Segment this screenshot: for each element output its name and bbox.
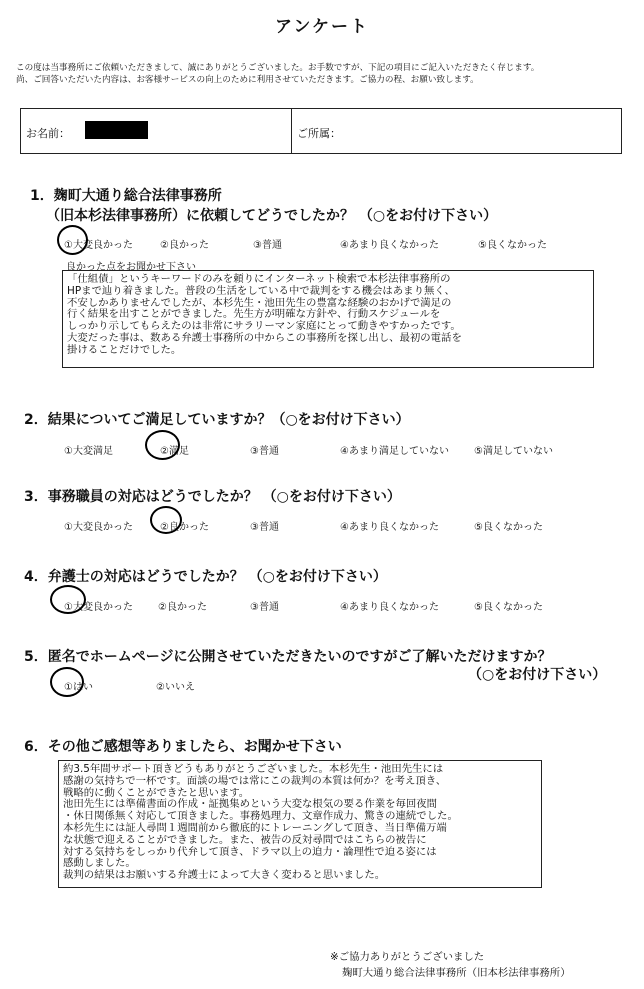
q4-option-3[interactable]: ③普通	[250, 602, 279, 613]
q1-option-1[interactable]: ①大変良かった	[64, 240, 133, 251]
q2-option-2[interactable]: ②満足	[160, 446, 189, 457]
q3-option-3[interactable]: ③普通	[250, 522, 279, 533]
q2-option-4[interactable]: ④あまり満足していない	[340, 446, 449, 457]
intro-line-2: 尚、ご回答いただいた内容は、お客様サービスの向上のために利用させていただきます。ご協力の程、お願い致します。	[16, 75, 479, 85]
redacted-name	[85, 121, 148, 139]
q1-selection-circle	[57, 225, 88, 255]
page-title: アンケート	[275, 17, 369, 37]
q2-title: 2．結果についてご満足していますか？（○をお付け下さい）	[24, 412, 410, 428]
q6-comment-line: ・休日関係無く対応して頂きました。事務処理力、文章作成力、驚きの連続でした。	[63, 810, 458, 823]
q1-comment-line: しっかり示してもらえたのは非常にサラリーマン家庭にとって動きやすかったです。	[67, 320, 461, 333]
q6-comment-line: 戦略的に動くことができたと思います。	[63, 786, 250, 799]
name-label: お名前：	[26, 127, 70, 140]
q4-option-2[interactable]: ②良かった	[158, 602, 207, 613]
intro-line-1: この度は当事務所にご依頼いただきまして、誠にありがとうございました。お手数ですが、下記の項目にご記入いただきたく存じます。	[16, 63, 540, 73]
q2-option-3[interactable]: ③普通	[250, 446, 279, 457]
q6-comment-line: 本杉先生には証人尋問１週間前から徹底的にトレーニングして頂き、当日準備万端	[63, 821, 447, 834]
q1-title-line1: 1．麹町大通り総合法律事務所	[30, 188, 222, 204]
q4-option-1[interactable]: ①大変良かった	[64, 602, 133, 613]
q2-selection-circle	[145, 430, 180, 460]
q1-comment-line: 行く結果を出すことができました。先生方が明確な方針や、行動スケジュールを	[67, 308, 441, 321]
q1-option-3[interactable]: ③普通	[253, 240, 282, 251]
q4-title: 4．弁護士の対応はどうでしたか？ （○をお付け下さい）	[24, 569, 387, 585]
q1-sub-label: 良かった点をお聞かせ下さい	[66, 262, 196, 273]
q5-title: 5．匿名でホームページに公開させていただきたいのですがご了解いただけますか？	[24, 649, 552, 665]
q1-option-2[interactable]: ②良かった	[160, 240, 209, 251]
q3-title: 3．事務職員の対応はどうでしたか？ （○をお付け下さい）	[24, 489, 401, 505]
q4-selection-circle	[50, 585, 86, 614]
q5-selection-circle	[50, 667, 84, 697]
q6-comment-box	[58, 760, 542, 888]
q1-comment-line: 掛けることだけでした。	[67, 343, 182, 356]
q5-title-sub: （○をお付け下さい）	[468, 667, 607, 683]
q1-comment-line: 「仕組債」というキーワードのみを頼りにインターネット検索で本杉法律事務所の	[67, 273, 451, 285]
q6-comment-line: 裁判の結果はお願いする弁護士によって大きく変わると思いました。	[63, 869, 386, 882]
q6-comment-line: な状態で迎えることができました。また、被告の反対尋問ではこちらの被告に	[63, 833, 427, 846]
q3-option-1[interactable]: ①大変良かった	[64, 522, 133, 533]
q3-option-5[interactable]: ⑤良くなかった	[474, 522, 543, 533]
q6-comment-line: 感謝の気持ちで一杯です。面談の場では常にこの裁判の本質は何か？を考え頂き、	[63, 774, 447, 787]
q4-option-5[interactable]: ⑤良くなかった	[474, 602, 543, 613]
footer-firm-name: 麹町大通り総合法律事務所（旧本杉法律事務所）	[342, 967, 571, 979]
q2-option-1[interactable]: ①大変満足	[64, 446, 113, 457]
q6-comment-line: 対する気持ちをしっかり代弁して頂き、ドラマ以上の迫力・論理性で迫る姿には	[63, 845, 437, 858]
q1-comment-line: HPまで辿り着きました。普段の生活をしている中で裁判をする機会はあまり無く、	[67, 284, 455, 297]
q5-option-1[interactable]: ①はい	[64, 682, 93, 693]
q1-comment-line: 大変だった事は、数ある弁護士事務所の中からこの事務所を探し出し、最初の電話を	[67, 331, 462, 344]
q6-comment-line: 約3.5年間サポート頂きどうもありがとうございました。本杉先生・池田先生には	[63, 763, 444, 775]
q4-option-4[interactable]: ④あまり良くなかった	[340, 602, 439, 613]
q3-option-4[interactable]: ④あまり良くなかった	[340, 522, 439, 533]
q1-option-5[interactable]: ⑤良くなかった	[478, 240, 547, 251]
affiliation-label: ご所属：	[297, 127, 341, 140]
q6-comment-line: 感動しました。	[63, 857, 136, 870]
q6-title: 6．その他ご感想等ありましたら、お聞かせ下さい	[24, 739, 342, 755]
q1-option-4[interactable]: ④あまり良くなかった	[340, 240, 439, 251]
q2-option-5[interactable]: ⑤満足していない	[474, 446, 553, 457]
q1-comment-box	[62, 270, 594, 368]
footer-thanks: ※ご協力ありがとうございました	[330, 951, 485, 963]
info-box-divider	[291, 109, 292, 153]
q5-option-2[interactable]: ②いいえ	[156, 682, 195, 693]
q6-comment-line: 池田先生には準備書面の作成・証拠集めという大変な根気の要る作業を毎回夜間	[63, 798, 438, 811]
q1-comment-line: 不安しかありませんでしたが、本杉先生・池田先生の豊富な経験のおかげで満足の	[67, 296, 452, 309]
q3-selection-circle	[150, 506, 182, 534]
q1-title-line2: （旧本杉法律事務所）に依頼してどうでしたか？ （○をお付け下さい）	[46, 208, 498, 224]
q3-option-2[interactable]: ②良かった	[160, 522, 209, 533]
